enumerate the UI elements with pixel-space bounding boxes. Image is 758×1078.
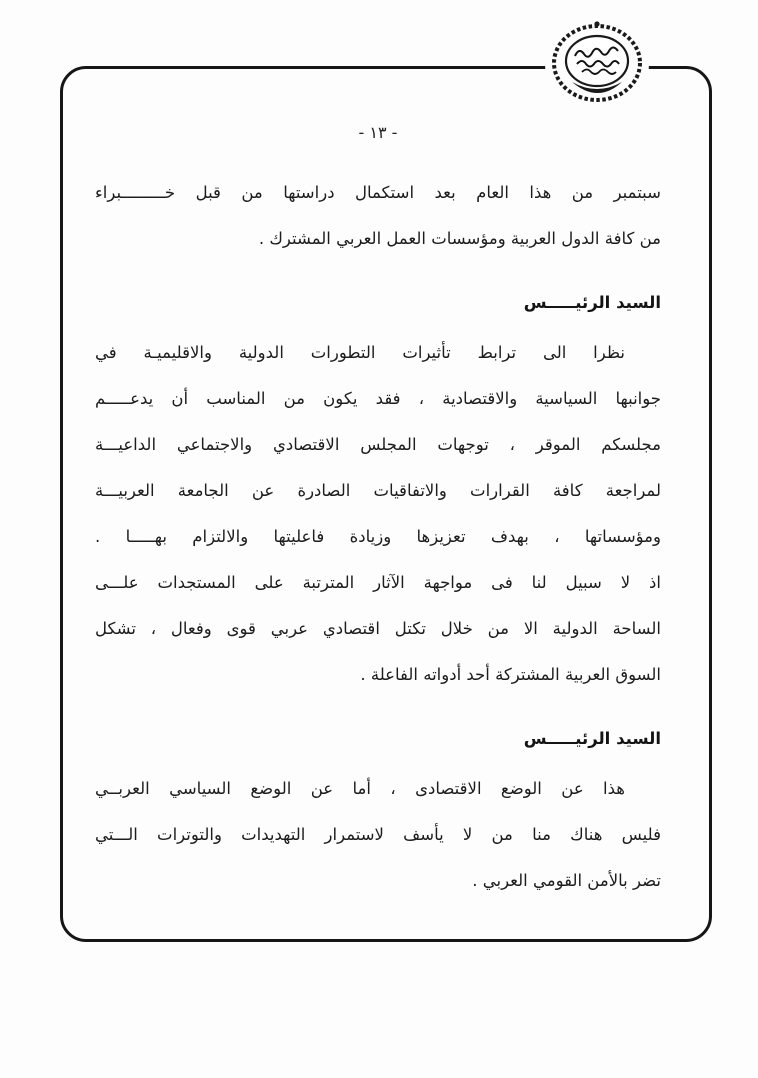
document-body bbox=[95, 122, 661, 922]
text-line: من كافة الدول العربية ومؤسسات العمل العربي المشترك . bbox=[258, 229, 661, 248]
paragraph-2 bbox=[95, 330, 661, 698]
text-line: جوانبها السياسية والاقتصادية ، فقد يكون من المناسب أن يدعـــــم bbox=[95, 389, 661, 408]
text-line: اذ لا سبيل لنا فى مواجهة الآثار المترتبة على المستجدات علـــى bbox=[95, 573, 661, 592]
text-line: تضر بالأمن القومي العربي . bbox=[472, 871, 661, 890]
text-line: مجلسكم الموقر ، توجهات المجلس الاقتصادي والاجتماعي الداعيـــة bbox=[95, 435, 661, 454]
text-line: سبتمبر من هذا العام بعد استكمال دراستها من قبل خـــــــــبراء bbox=[95, 183, 661, 202]
text-line: لمراجعة كافة القرارات والاتفاقيات الصادرة عن الجامعة العربيـــة bbox=[95, 481, 661, 500]
text-line: السوق العربية المشتركة أحد أدواته الفاعلة . bbox=[360, 665, 661, 684]
text-line: الساحة الدولية الا من خلال تكتل اقتصادي عربي قوى وفعال ، تشكل bbox=[95, 619, 661, 638]
arab-league-emblem-icon bbox=[542, 16, 652, 112]
text-line: فليس هناك منا من لا يأسف لاستمرار التهديدات والتوترات الـــتي bbox=[95, 825, 661, 844]
text-line: هذا عن الوضع الاقتصادى ، أما عن الوضع السياسي العربــي bbox=[95, 779, 625, 798]
section-heading: السيد الرئيـــــس bbox=[523, 729, 661, 748]
text-line: ومؤسساتها ، بهدف تعزيزها وزيادة فاعليتها والالتزام بهـــــا . bbox=[95, 527, 661, 546]
section-heading: السيد الرئيـــــس bbox=[523, 293, 661, 312]
page-number: - ١٣ - bbox=[358, 123, 398, 142]
text-line: نظرا الى ترابط تأثيرات التطورات الدولية والاقليميـة في bbox=[95, 343, 625, 362]
paragraph-3 bbox=[95, 766, 661, 904]
paragraph-1 bbox=[95, 170, 661, 262]
